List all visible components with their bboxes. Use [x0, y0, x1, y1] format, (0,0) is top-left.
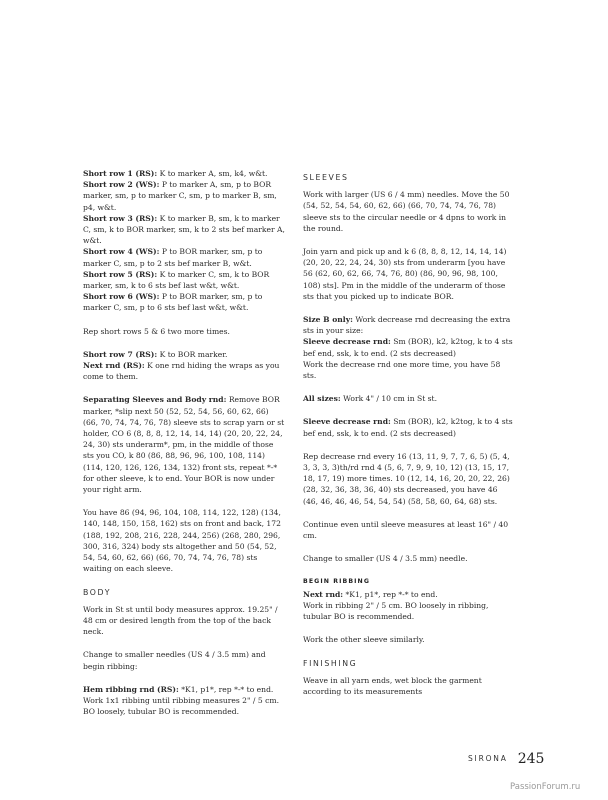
page-footer [468, 748, 544, 767]
short-row-3: Short row 3 (RS): K to marker B, sm, k to marker C, sm, k to BOR marker, sm, k to 2 sts bef marker A, w&t. [83, 213, 285, 246]
right-column [303, 172, 513, 709]
work-decrease-once: Work the decrease rnd one more time, you have 58 sts. [303, 359, 501, 381]
ribbing-rest: Work in ribbing 2" / 5 cm. BO loosely in ribbing, tubular BO is recommended. [303, 600, 489, 622]
hem-ribbing-block [83, 684, 285, 718]
finishing-text: Weave in all yarn ends, wet block the garment according to its measurements [303, 675, 482, 696]
size-b-only: Size B only: Work decrease rnd decreasing the extra sts in your size: [303, 315, 511, 336]
short-row-7-block [83, 349, 285, 383]
body-heading: BODY [83, 587, 112, 597]
watermark: PassionForum.ru [510, 782, 581, 792]
short-row-2: Short row 2 (WS): P to marker A, sm, p to BOR marker, sm, p to marker C, sm, p to marker B, sm, p4, w&t. [83, 180, 277, 212]
next-rnd-rs: Next rnd (RS): K one rnd hiding the wraps as you come to them. [83, 361, 280, 382]
change-needles-text: Change to smaller needles (US 4 / 3.5 mm) and begin ribbing: [83, 650, 266, 671]
hem-ribbing-rnd: Hem ribbing rnd (RS): *K1, p1*, rep *-* to end. [83, 684, 274, 694]
ribbing-block [303, 589, 513, 623]
continue-even-text: Continue even until sleeve measures at least 16" / 40 cm. [303, 519, 509, 541]
sleeves-text: Work with larger (US 6 / 4 mm) needles. Move the 50 (54, 52, 54, 54, 60, 62, 66) (66, 70, 74, 74, 76, 78) sleeve sts to the circular needle or 4 dpns to work in the round. [303, 190, 510, 233]
repeat-decrease-text: Rep decrease rnd every 16 (13, 11, 9, 7, 7, 6, 5) (5, 4, 3, 3, 3, 3)th/rd rnd 4 (5, 6, 7, 9, 9, 10, 12) (13, 15, 17, 18, 17, 19) more times. 10 (12, 14, 16, 20, 20, 22, 26) (28, 32, 36, 38, 36, 40) sts decreased, you have 46 (46, 46, 46, 46, 54, 54, 54) (58, 58, 60, 64, 68) sts. [303, 451, 510, 506]
short-row-4: Short row 4 (WS): P to BOR marker, sm, p to marker C, sm, p to 2 sts bef marker B, w&t. [83, 247, 263, 268]
short-row-6: Short row 6 (WS): P to BOR marker, sm, p to marker C, sm, p to 6 sts bef last w&t, w&t. [83, 292, 263, 313]
short-row-5: Short row 5 (RS): K to marker C, sm, k to BOR marker, sm, k to 6 sts bef last w&t, w&t. [83, 269, 270, 291]
size-b-block [303, 314, 513, 381]
sleeve-decrease-rnd-2: Sleeve decrease rnd: Sm (BOR), k2, k2tog, k to 4 sts bef end, ssk, k to end. (2 sts decreased) [303, 417, 513, 438]
left-column [83, 168, 285, 729]
finishing-heading: FINISHING [303, 658, 358, 668]
repeat-short-rows: Rep short rows 5 & 6 two more times. [83, 326, 230, 336]
other-sleeve-text: Work the other sleeve similarly. [303, 635, 425, 645]
you-have-stitch-count: You have 86 (94, 96, 104, 108, 114, 122, 128) (134, 140, 148, 150, 158, 162) sts on front and back, 172 (188, 192, 208, 216, 228, 244, 256) (268, 280, 296, 300, 316, 324) body sts altogether and 50 (54, 52, 54, 54, 60, 62, 66) (66, 70, 74, 74, 76, 78) sts waiting on each sleeve. [83, 508, 281, 574]
change-smaller-text: Change to smaller (US 4 / 3.5 mm) needle. [303, 554, 468, 564]
short-row-7: Short row 7 (RS): K to BOR marker. [83, 349, 228, 359]
short-rows-block [83, 168, 285, 314]
sleeves-heading: SLEEVES [303, 173, 349, 182]
begin-ribbing-heading: BEGIN RIBBING [303, 578, 371, 586]
ribbing-next-rnd: Next rnd: *K1, p1*, rep *-* to end. [303, 589, 438, 599]
sleeve-decrease-rnd-1: Sleeve decrease rnd: Sm (BOR), k2, k2tog, k to 4 sts bef end, ssk, k to end. (2 sts decreased) [303, 337, 513, 358]
short-row-1: Short row 1 (RS): K to marker A, sm, k4, w&t. [83, 169, 268, 178]
footer-brand: SIRONA [468, 754, 508, 763]
all-sizes: All sizes: Work 4" / 10 cm in St st. [303, 394, 438, 404]
join-yarn-text: Join yarn and pick up and k 6 (8, 8, 8, 12, 14, 14, 14) (20, 20, 22, 24, 24, 30) sts from underarm [you have 56 (62, 60, 62, 66, 74, 76, 80) (86, 90, 96, 98, 100, 108) sts]. Pm in the middle of the underarm of those sts that you picked up to indicate BOR. [303, 247, 507, 301]
hem-ribbing-rest: Work 1x1 ribbing until ribbing measures 2" / 5 cm. BO loosely, tubular BO is recommended. [83, 695, 279, 717]
page-number: 245 [517, 750, 545, 767]
body-text: Work in St st until body measures approx. 19.25" / 48 cm or desired length from the top of the back neck. [83, 604, 278, 637]
separating-sleeves-body: Separating Sleeves and Body rnd: Remove BOR marker, *slip next 50 (52, 52, 54, 56, 60, 62, 66) (66, 70, 74, 74, 76, 78) sleeve sts to scrap yarn or st holder, CO 6 (8, 8, 8, 12, 14, 14, 14) (20, 20, 22, 24, 24, 30) sts underarm*, pm, in the middle of those sts you CO, k 80 (86, 88, 96, 96, 100, 108, 114) (114, 120, 126, 126, 134, 132) front sts, repeat *-* for other sleeve, k to end. Your BOR is now under your right arm. [83, 395, 285, 495]
